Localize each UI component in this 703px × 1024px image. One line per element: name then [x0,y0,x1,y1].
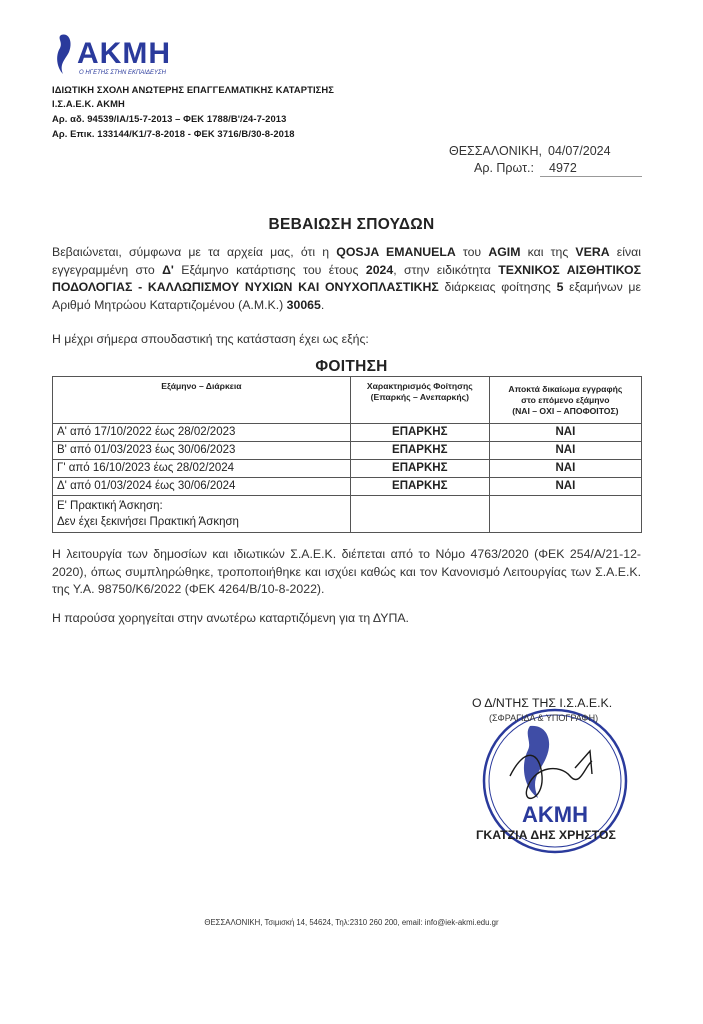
practice-next-empty [489,496,641,533]
row-status: ΕΠΑΡΚΗΣ [350,424,489,442]
table-heading: ΦΟΙΤΗΣΗ [315,358,388,375]
place-label: ΘΕΣΣΑΛΟΝΙΚΗ, [449,144,542,158]
row-semester: Β' από 01/03/2023 έως 30/06/2023 [53,442,351,460]
signatory-role: Ο Δ/ΝΤΗΣ ΤΗΣ Ι.Σ.Α.Ε.Κ. [472,696,613,710]
practice-status: Δεν έχει ξεκινήσει Πρακτική Άσκηση [57,516,239,528]
table-row [53,478,642,496]
signatory-name: ΓΚΑΤΖΙΑ ΔΗΣ ΧΡΗΣΤΟΣ [476,828,616,842]
row-next: ΝΑΙ [489,460,641,478]
legal-text: Η λειτουργία των δημοσίων και ιδιωτικών Σ.Α.Ε.Κ. διέπεται από το Νόμο 4763/2020 (ΦΕΚ 254/Α/21-12-2020), όπως συμπληρώθηκε, τροποποιήθηκε και ισχύει καθώς και τον Κανονισμό Λειτουργίας των Σ.Α.Ε.Κ. της Υ.Α. 98750/Κ6/2022 (ΦΕΚ 4264/Β/10-8-2022). [52,547,641,596]
practice-cell [53,496,351,533]
row-semester: Γ' από 16/10/2023 έως 28/02/2024 [53,460,351,478]
table-header-row [53,377,642,424]
table-row [53,460,642,478]
table-row [53,442,642,460]
certification-paragraph: Βεβαιώνεται, σύμφωνα με τα αρχεία μας, ότι η QOSJA EMANUELA του AGIM και της VERA είναι εγγεγραμμένη στο Δ' Εξάμηνο κατάρτισης του έτους 2024, στην ειδικότητα ΤΕΧΝΙΚΟΣ ΑΙΣΘΗΤΙΚΟΣ ΠΟΔΟΛΟΓΙΑΣ - ΚΑΛΛΩΠΙΣΜΟΥ ΝΥΧΙΩΝ ΚΑΙ ΟΝΥΧΟΠΛΑΣΤΙΚΗΣ διάρκειας φοίτησης 5 εξαμήνων με Αριθμό Μητρώου Καταρτιζομένου (Α.Μ.Κ.) 30065. [52,245,641,312]
renewal-number: Αρ. Επικ. 133144/Κ1/7-8-2018 - ΦΕΚ 3716/Β/30-8-2018 [52,128,295,139]
signature-scribble [510,751,592,798]
father-name: AGIM [488,245,521,259]
protocol-label: Αρ. Πρωτ.: [474,161,534,175]
stamp-text: ΑΚΜΗ [522,802,588,827]
row-next: ΝΑΙ [489,424,641,442]
amk-number: 30065 [286,297,321,312]
header-semester: Εξάμηνο – Διάρκεια [53,377,351,424]
row-status: ΕΠΑΡΚΗΣ [350,442,489,460]
row-next: ΝΑΙ [489,442,641,460]
table-row [53,424,642,442]
date-value: 04/07/2024 [548,144,611,158]
logo-profile-shape [57,34,70,74]
semester: Δ' [162,262,174,277]
document-title: ΒΕΒΑΙΩΣΗ ΣΠΟΥΔΩΝ [268,216,435,233]
specialty: ΤΕΧΝΙΚΟΣ ΑΙΣΘΗΤΙΚΟΣ ΠΟΔΟΛΟΓΙΑΣ - ΚΑΛΛΩΠΙΣΜΟΥ ΝΥΧΙΩΝ ΚΑΙ ΟΝΥΧΟΠΛΑΣΤΙΚΗΣ [52,262,641,294]
header-characterization: Χαρακτηρισμός Φοίτησης (Επαρκής – Ανεπαρκής) [350,377,489,424]
row-semester: Δ' από 01/03/2024 έως 30/06/2024 [53,478,351,496]
studies-table [52,376,642,533]
table-row-practice [53,496,642,533]
stamp-signature-note: (ΣΦΡΑΓΙΔΑ & ΥΠΟΓΡΑΦΗ) [489,713,599,723]
school-type: ΙΔΙΩΤΙΚΗ ΣΧΟΛΗ ΑΝΩΤΕΡΗΣ ΕΠΑΓΓΕΛΜΑΤΙΚΗΣ ΚΑΤΑΡΤΙΣΗΣ [52,84,334,95]
year: 2024 [365,262,394,277]
status-intro: Η μέχρι σήμερα σπουδαστική της κατάσταση έχει ως εξής: [52,332,369,346]
logo-name: ΑΚΜΗ [77,37,171,70]
row-semester: Α' από 17/10/2022 έως 28/02/2023 [53,424,351,442]
practice-status-empty [350,496,489,533]
practice-title: Ε' Πρακτική Άσκηση: [57,500,163,512]
protocol-number: 4972 [549,161,577,175]
student-name: QOSJA EMANUELA [336,245,456,259]
license-number: Αρ. αδ. 94539/ΙΑ/15-7-2013 – ΦΕΚ 1788/Β'/24-7-2013 [52,113,287,124]
issued-for: Η παρούσα χορηγείται στην ανωτέρω καταρτιζόμενη για τη ΔΥΠΑ. [52,611,409,625]
akmi-logo [55,30,195,80]
row-next: ΝΑΙ [489,478,641,496]
row-status: ΕΠΑΡΚΗΣ [350,460,489,478]
protocol-underline [540,176,642,177]
footer-contact: ΘΕΣΣΑΛΟΝΙΚΗ, Τσιμισκή 14, 54624, Τηλ:2310 260 200, email: info@iek-akmi.edu.gr [204,918,499,927]
semesters-count: 5 [556,280,564,294]
logo-slogan: Ο ΗΓΕΤΗΣ ΣΤΗΝ ΕΚΠΑΙΔΕΥΣΗ [79,70,166,76]
school-name: Ι.Σ.Α.Ε.Κ. ΑΚΜΗ [52,98,125,109]
header-next-semester-right: Αποκτά δικαίωμα εγγραφής στο επόμενο εξάμηνο (ΝΑΙ – ΟΧΙ – ΑΠΟΦΟΙΤΟΣ) [489,377,641,424]
mother-name: VERA [575,245,610,259]
row-status: ΕΠΑΡΚΗΣ [350,478,489,496]
